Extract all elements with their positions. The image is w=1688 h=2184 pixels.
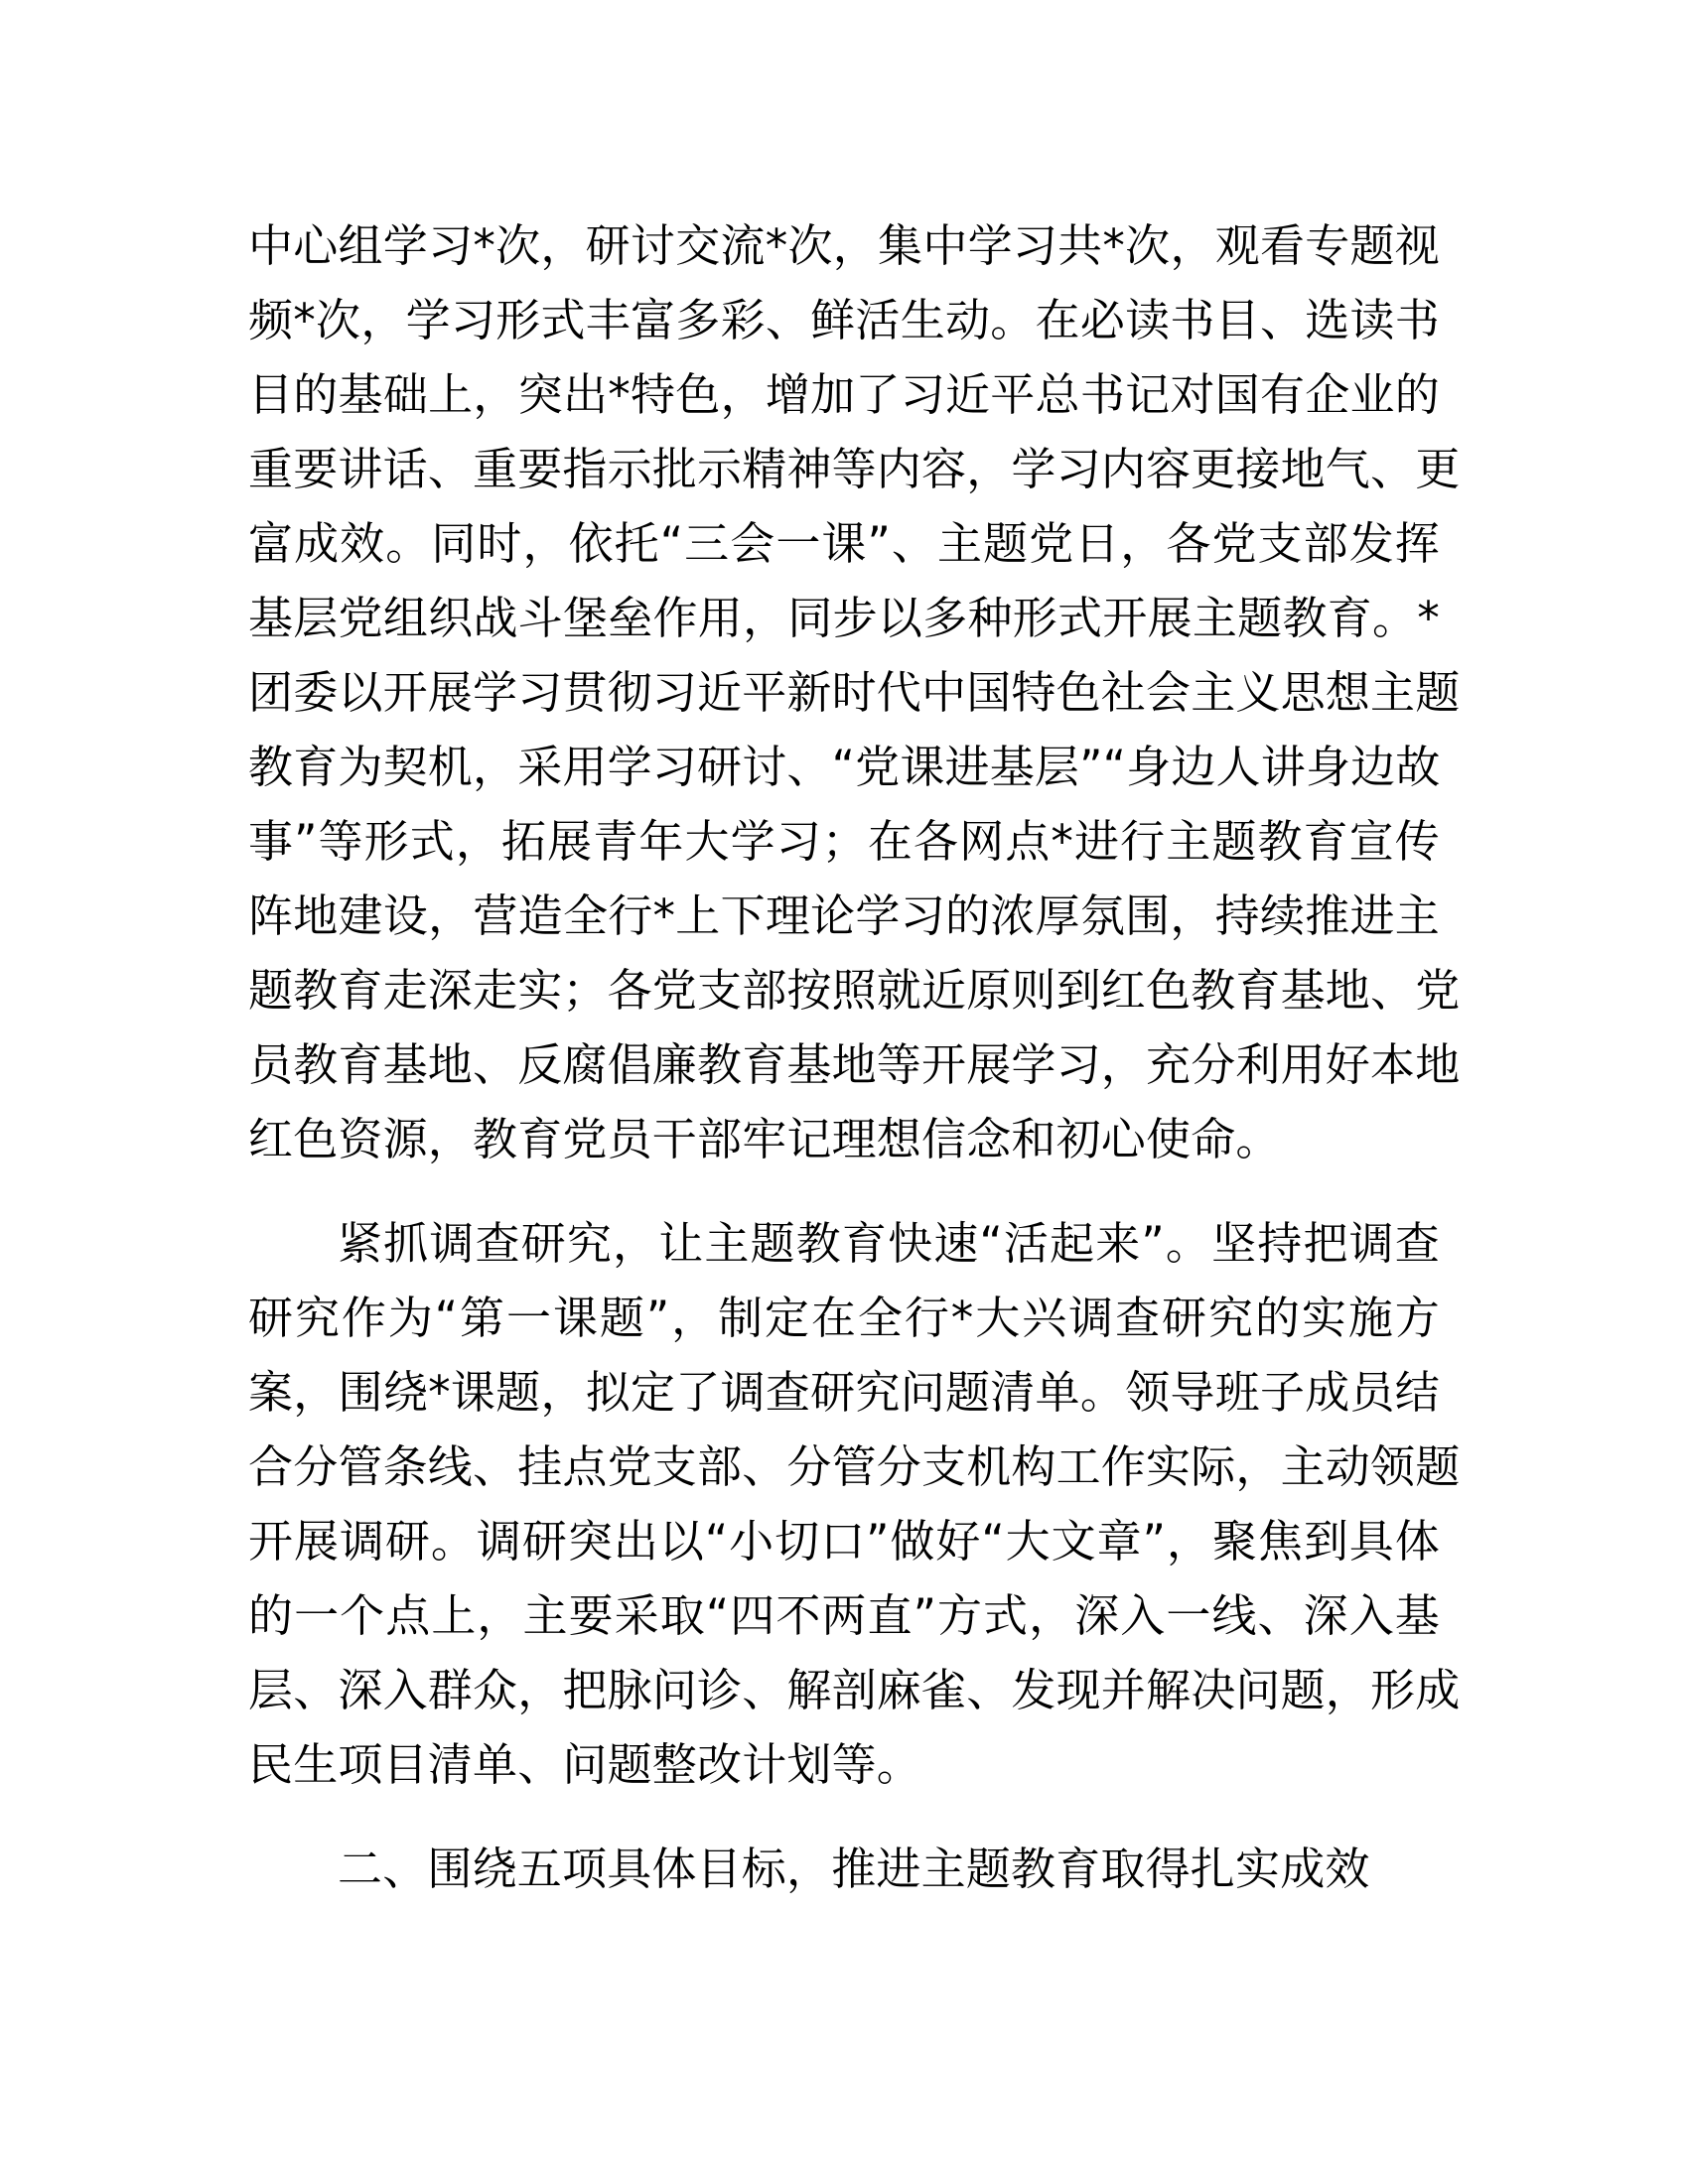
text-line: 基层党组织战斗堡垒作用，同步以多种形式开展主题教育。* (248, 592, 1440, 644)
text-line: 事”等形式，拓展青年大学习；在各网点*进行主题教育宣传 (248, 815, 1440, 868)
text-line: 民生项目清单、问题整改计划等。 (248, 1738, 922, 1791)
text-line: 的一个点上，主要采取“四不两直”方式，深入一线、深入基 (248, 1589, 1440, 1642)
text-line: 开展调研。调研突出以“小切口”做好“大文章”，聚焦到具体 (248, 1515, 1440, 1568)
text-line: 教育为契机，采用学习研讨、“党课进基层”“身边人讲身边故 (248, 741, 1441, 793)
heading-line: 二、围绕五项具体目标，推进主题教育取得扎实成效 (338, 1843, 1370, 1895)
paragraph-spacer (248, 1802, 1440, 1832)
text-line: 红色资源，教育党员干部牢记理想信念和初心使命。 (248, 1113, 1281, 1165)
text-line: 题教育走深走实；各党支部按照就近原则到红色教育基地、党 (248, 964, 1461, 1017)
document-body (248, 208, 1461, 1906)
text-line: 富成效。同时，依托“三会一课”、主题党日，各党支部发挥 (248, 517, 1440, 570)
paragraph-1 (248, 208, 1461, 1176)
text-line: 员教育基地、反腐倡廉教育基地等开展学习，充分利用好本地 (248, 1038, 1461, 1091)
text-line: 层、深入群众，把脉问诊、解剖麻雀、发现并解决问题，形成 (248, 1664, 1461, 1716)
text-line: 频*次，学习形式丰富多彩、鲜活生动。在必读书目、选读书 (248, 294, 1440, 346)
text-line: 紧抓调查研究，让主题教育快速“活起来”。坚持把调查 (338, 1217, 1440, 1270)
text-line: 中心组学习*次，研讨交流*次，集中学习共*次，观看专题视 (248, 219, 1440, 272)
paragraph-2 (248, 1206, 1461, 1802)
text-line: 研究作为“第一课题”，制定在全行*大兴调查研究的实施方 (248, 1292, 1440, 1344)
text-line: 合分管条线、挂点党支部、分管分支机构工作实际，主动领题 (248, 1440, 1461, 1493)
text-line: 重要讲话、重要指示批示精神等内容，学习内容更接地气、更 (248, 443, 1461, 495)
section-heading (248, 1832, 1440, 1906)
text-line: 阵地建设，营造全行*上下理论学习的浓厚氛围，持续推进主 (248, 889, 1440, 942)
text-line: 团委以开展学习贯彻习近平新时代中国特色社会主义思想主题 (248, 666, 1461, 719)
text-line: 目的基础上，突出*特色，增加了习近平总书记对国有企业的 (248, 368, 1440, 421)
text-line: 案，围绕*课题，拟定了调查研究问题清单。领导班子成员结 (248, 1366, 1440, 1419)
paragraph-spacer (248, 1176, 1440, 1206)
